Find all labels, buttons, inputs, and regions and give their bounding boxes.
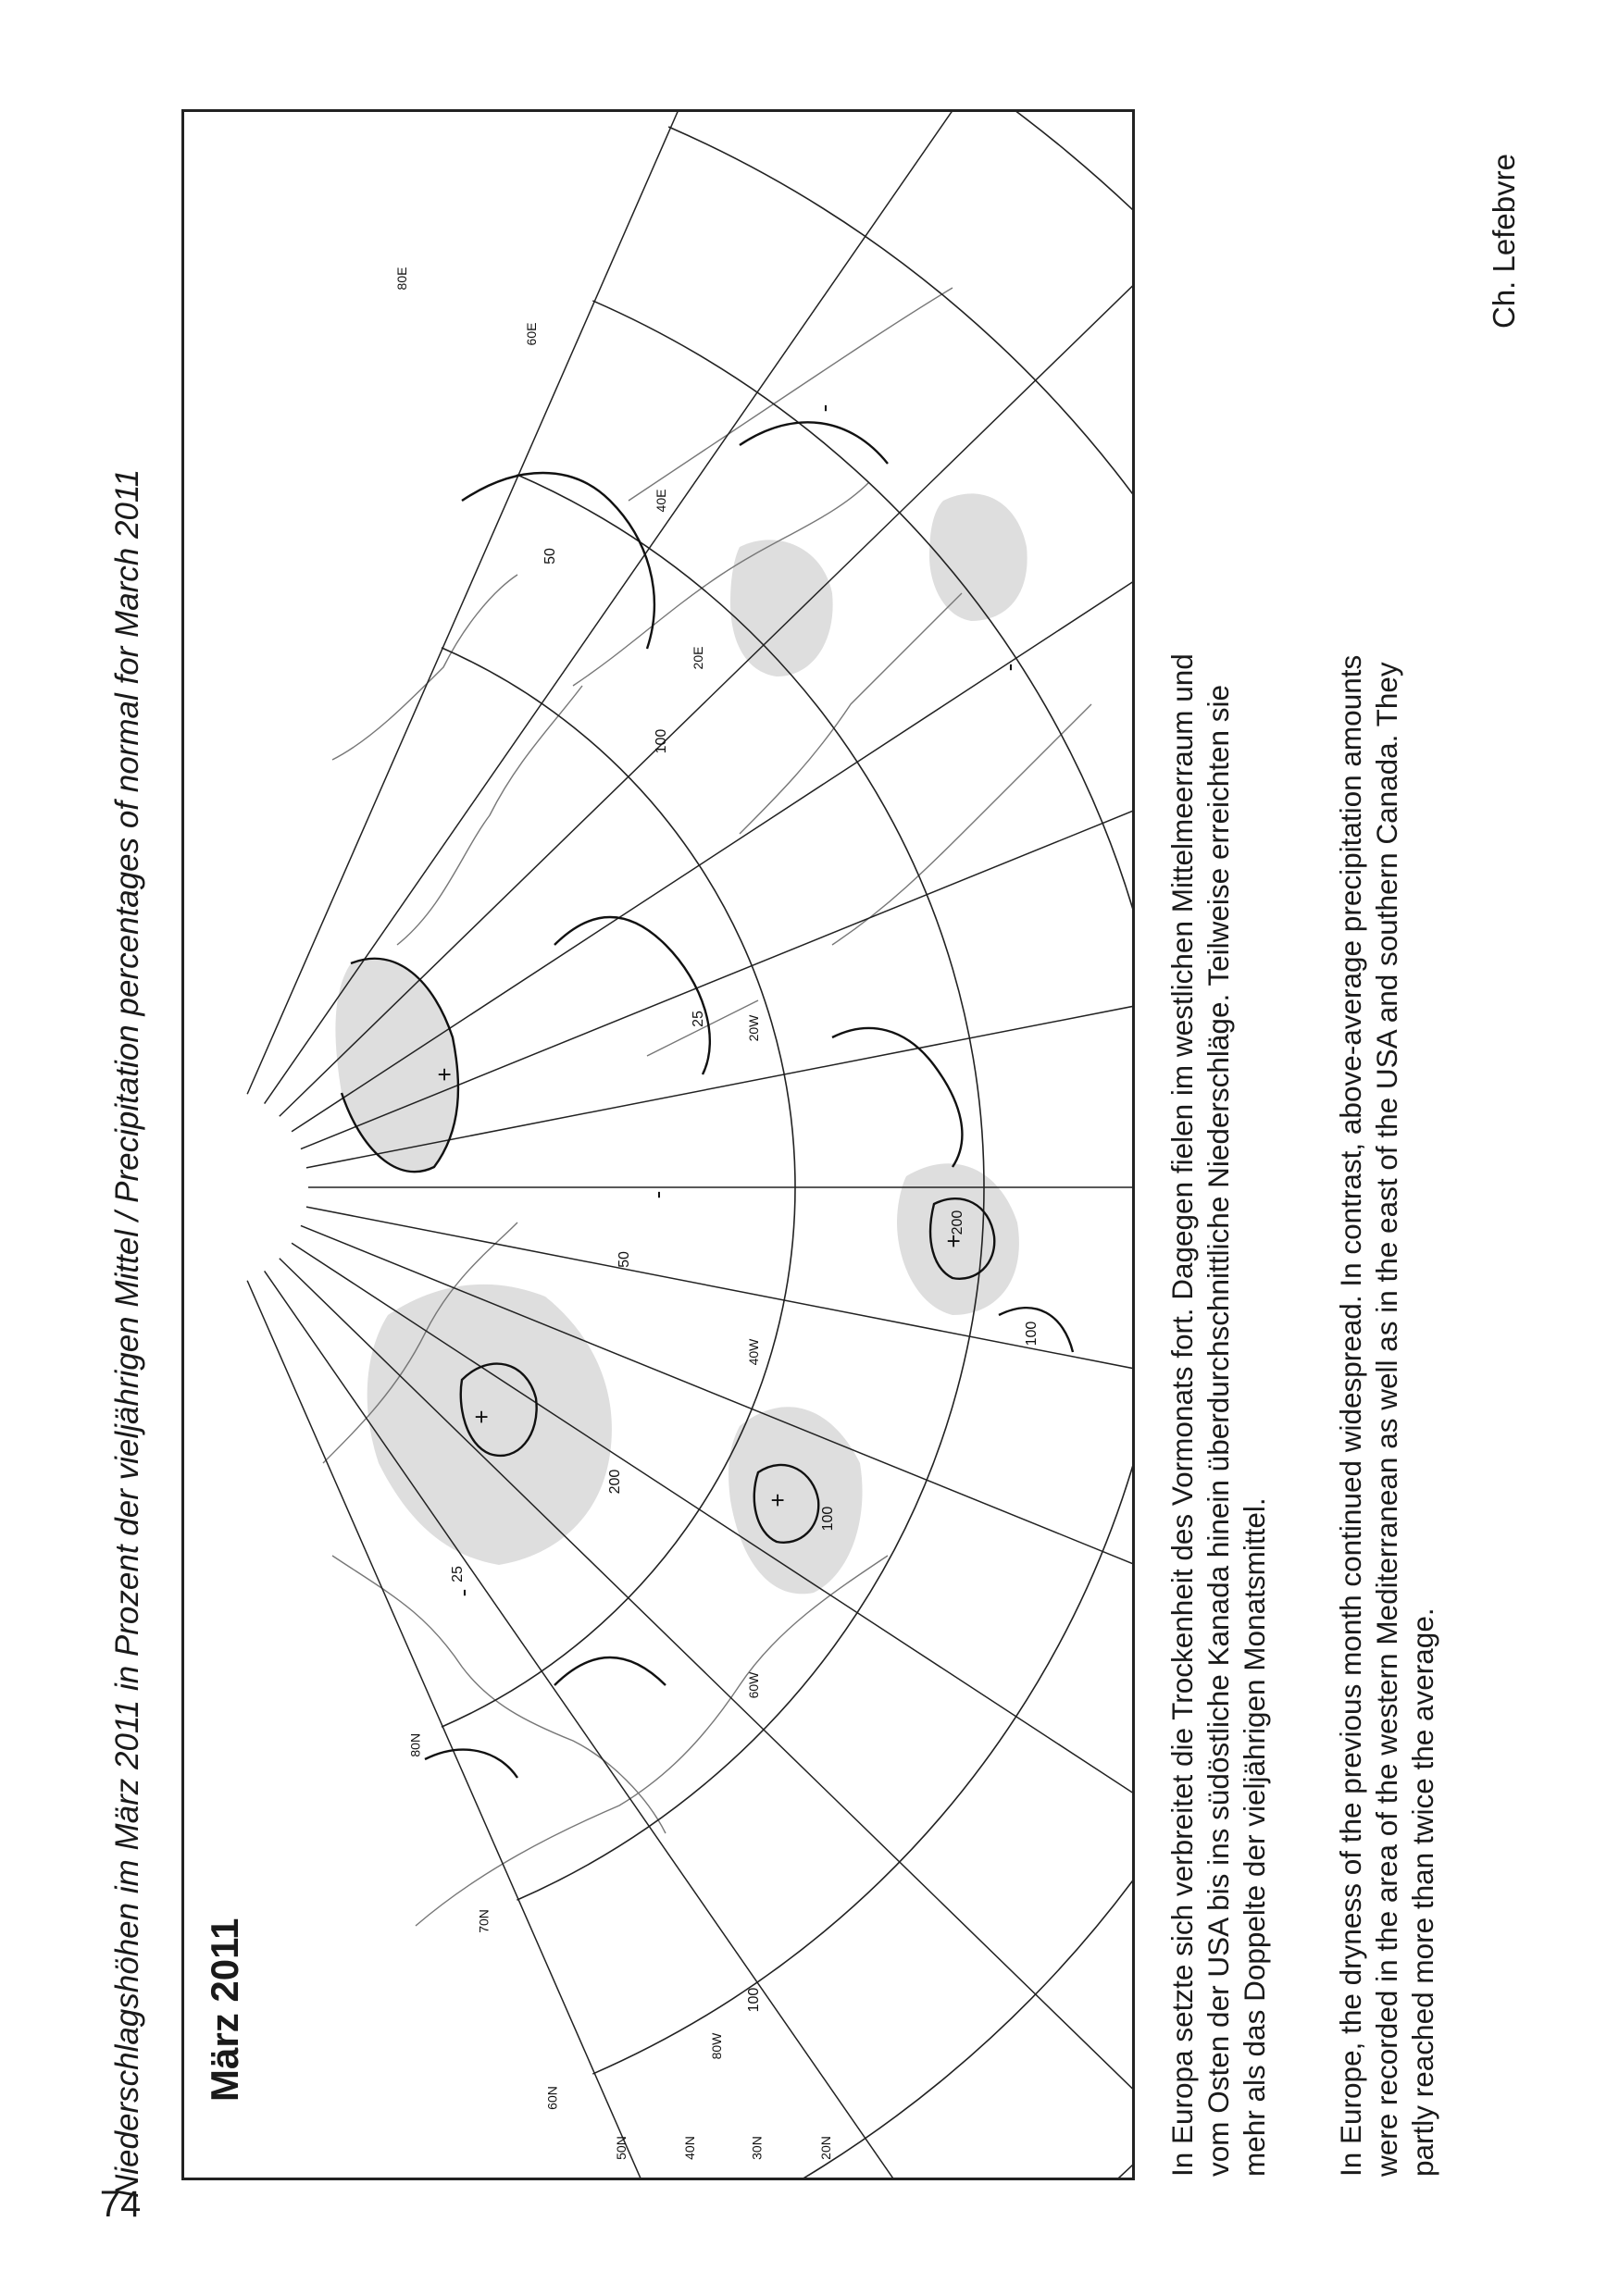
coastline [332, 1556, 666, 1833]
plus-symbol: + [940, 1234, 967, 1248]
isoline-value-label: 100 [654, 728, 669, 754]
above-normal-area [730, 540, 833, 676]
minus-symbol: - [810, 403, 838, 413]
map-outer-boundary [894, 112, 1132, 2178]
latitude-label: 80N [407, 1732, 423, 1757]
longitude-label: 60W [746, 1671, 761, 1699]
page-number: 74 [99, 2184, 142, 2225]
precipitation-isoline [740, 422, 888, 464]
isoline-value-label: 50 [542, 548, 558, 565]
latitude-label: 50N [613, 2136, 629, 2160]
english-line-2: were recorded in the area of the western Mediterranean as well as in the east of the USA and southern Canada. They [1370, 662, 1403, 2177]
isoline-value-label: 100 [746, 1987, 762, 2013]
author-signature: Ch. Lefebvre [1487, 154, 1521, 329]
precipitation-map [184, 112, 1132, 2178]
plus-symbol: + [430, 1067, 458, 1082]
latitude-circle [668, 127, 1132, 2178]
german-line-1: In Europa setzte sich verbreitet die Trockenheit des Vormonats fort. Dagegen fielen im westlichen Mittelmeerraum und [1165, 653, 1199, 2177]
plus-symbol: + [467, 1409, 495, 1424]
meridian-line [280, 112, 1132, 1116]
latitude-label: 30N [749, 2136, 765, 2160]
longitude-label: 60E [524, 322, 539, 346]
coastline [397, 686, 582, 945]
coastline [832, 704, 1091, 945]
latitude-label: 60N [544, 2086, 560, 2110]
isoline-value-label: 200 [950, 1210, 965, 1235]
plus-symbol: + [764, 1493, 791, 1508]
above-normal-areas [335, 493, 1027, 1594]
longitude-label: 20E [691, 646, 705, 670]
latitude-label: 70N [476, 1909, 492, 1933]
isoline-value-label: 100 [1024, 1321, 1040, 1347]
coastline [416, 1556, 888, 1926]
isoline-value-label: 200 [607, 1469, 623, 1495]
longitude-label: 40W [746, 1338, 761, 1366]
isoline-value-label: 25 [691, 1011, 706, 1027]
longitude-label: 80W [709, 2032, 724, 2060]
latitude-circle [818, 112, 1132, 2178]
minus-symbol: - [995, 663, 1023, 672]
above-normal-area [929, 493, 1027, 621]
isoline-value-label: 100 [820, 1506, 836, 1532]
precipitation-isoline [425, 1750, 517, 1778]
map-title: März 2011 [203, 1917, 246, 2102]
above-normal-area [335, 959, 458, 1172]
german-paragraph [1164, 653, 1273, 2177]
coastline [647, 1000, 758, 1056]
map-frame [181, 109, 1135, 2180]
german-line-3: mehr als das Doppelte der vieljährigen Monatsmittel. [1238, 1497, 1271, 2177]
minus-symbol: - [643, 1190, 671, 1199]
english-line-1: In Europe, the dryness of the previous month continued widespread. In contrast, above-average precipitation amounts [1334, 654, 1367, 2177]
latitude-label: 40N [682, 2136, 698, 2160]
coastline [629, 288, 953, 501]
longitude-label: 20W [746, 1014, 761, 1042]
above-normal-area [729, 1407, 863, 1594]
english-line-3: partly reached more than twice the average. [1406, 1607, 1439, 2177]
coastline [332, 575, 517, 760]
precipitation-isoline [554, 1657, 666, 1685]
page-header-title: Niederschlagshöhen im März 2011 in Prozent der vieljährigen Mittel / Precipitation percentages of normal for March 2011 [109, 468, 145, 2198]
longitude-label: 80E [394, 267, 409, 291]
longitude-label: 40E [654, 489, 668, 513]
minus-symbol: - [449, 1588, 477, 1597]
latitude-label: 20N [817, 2136, 833, 2160]
precipitation-isoline [832, 1028, 962, 1167]
german-line-2: vom Osten der USA bis ins südöstliche Kanada hinein überdurchschnittliche Niederschläge. Teilweise erreichten sie [1202, 684, 1235, 2177]
isoline-value-label: 50 [616, 1251, 632, 1268]
isoline-value-label: 25 [450, 1566, 466, 1582]
precipitation-isoline [554, 917, 710, 1074]
english-paragraph [1333, 655, 1441, 2177]
